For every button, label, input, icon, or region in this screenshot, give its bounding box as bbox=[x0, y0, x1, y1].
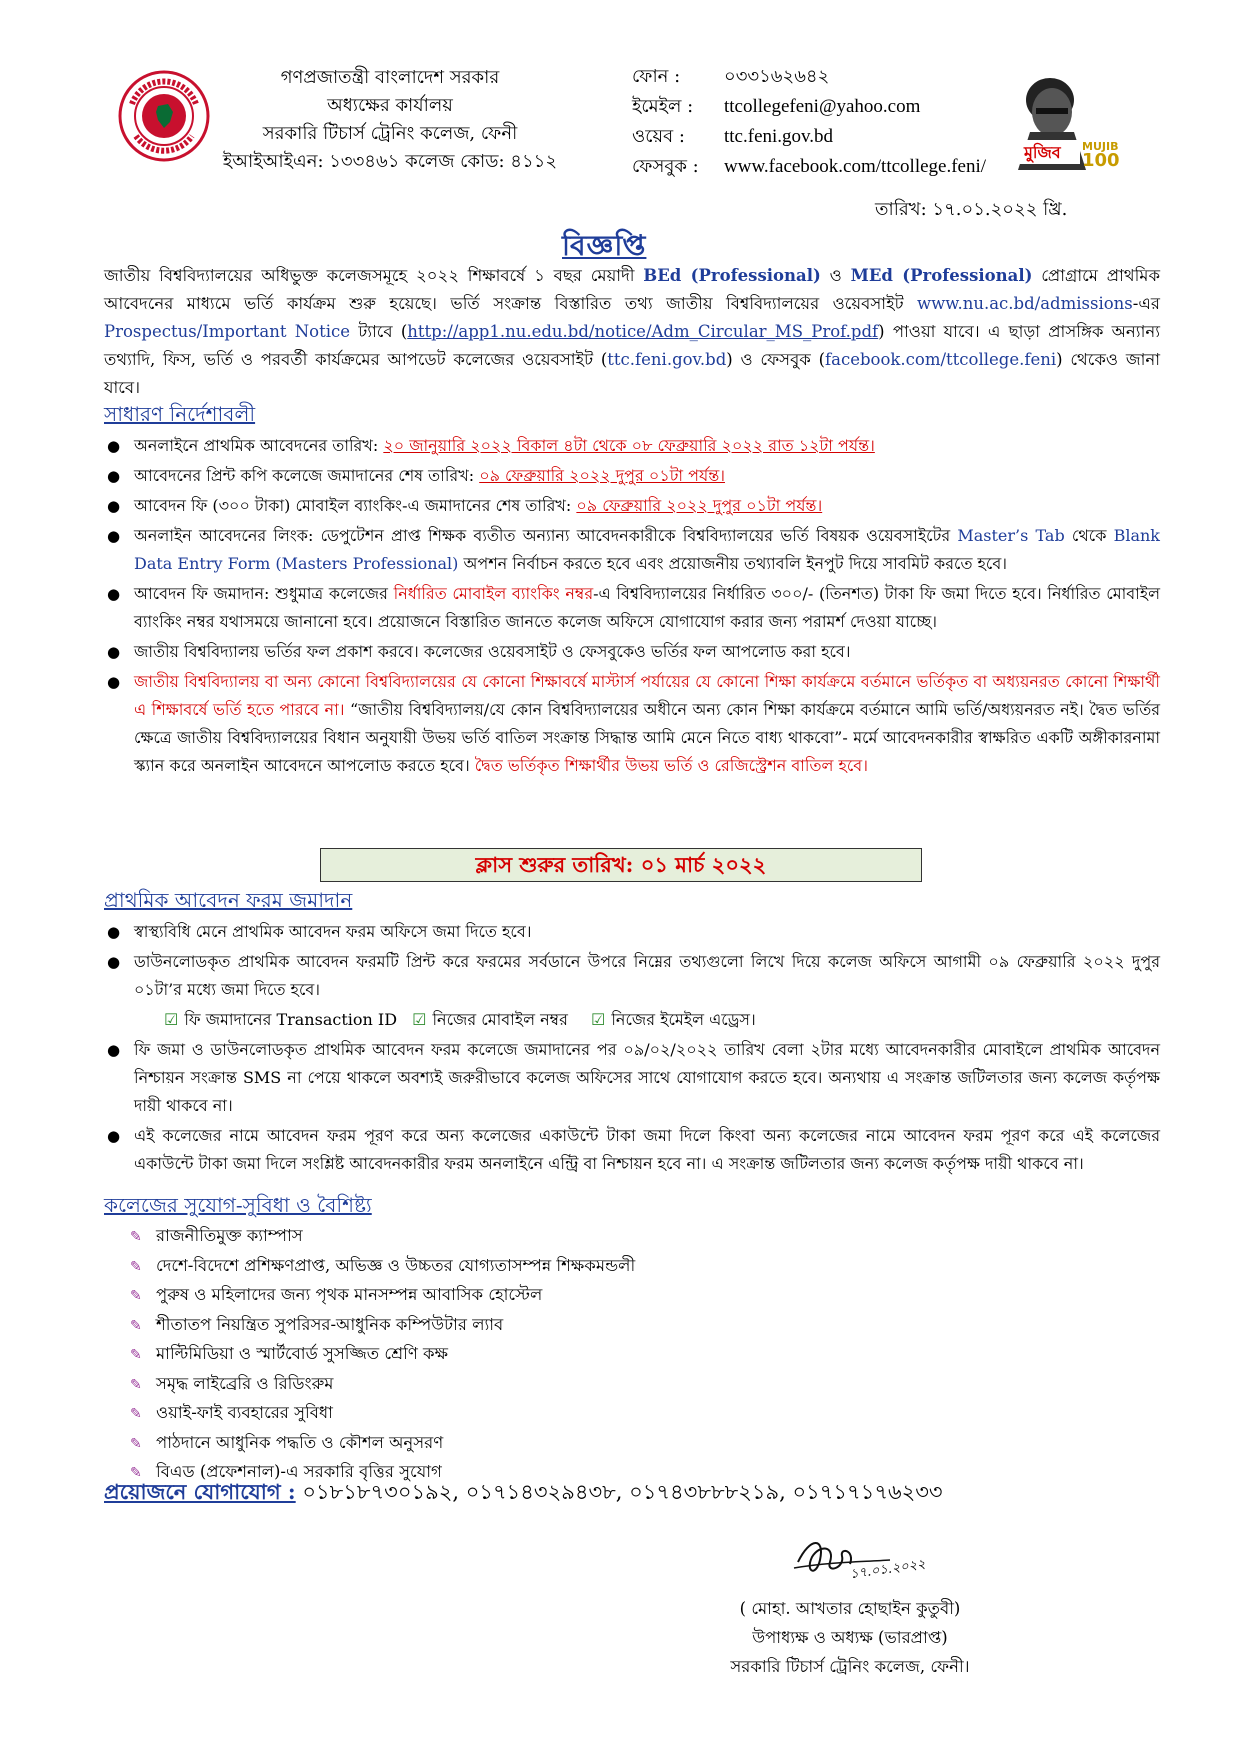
college-line: সরকারি টিচার্স ট্রেনিং কলেজ, ফেনী bbox=[262, 123, 518, 144]
general-instructions-heading: সাধারণ নির্দেশাবলী bbox=[104, 402, 256, 426]
check-item: নিজের ইমেইল এড্রেস। bbox=[611, 1010, 756, 1029]
intro-text-6: ) থেকেও জানা যাবে। bbox=[104, 350, 1161, 397]
list-item: ✎ মাল্টিমিডিয়া ও স্মার্টবোর্ড সুসজ্জিত শ্রেণি কক্ষ bbox=[130, 1340, 1030, 1370]
web-value[interactable]: ttc.feni.gov.bd bbox=[724, 126, 834, 147]
contact-label: প্রয়োজনে যোগাযোগ : bbox=[104, 1479, 296, 1504]
svg-text:MUJIB: MUJIB bbox=[1082, 140, 1119, 153]
pen-icon: ✎ bbox=[130, 1347, 142, 1363]
intro-text-2: প্রোগ্রামে প্রাথমিক আবেদনের মাধ্যমে ভর্তি কার্যক্রম শুরু হয়েছে। ভর্তি সংক্রান্ত বিস্তারিত তথ্য জাতীয় বিশ্ববিদ্যালয়ের ওয়েবসাইট bbox=[104, 266, 1161, 313]
ids-line: ইআইআইএন: ১৩৩৪৬১ কলেজ কোড: ৪১১২ bbox=[222, 151, 558, 172]
check-icon: ☑ bbox=[412, 1010, 427, 1029]
med-program: MEd (Professional) bbox=[850, 266, 1033, 285]
pen-icon: ✎ bbox=[130, 1258, 142, 1275]
list-item: ✎ সমৃদ্ধ লাইব্রেরি ও রিডিংরুম bbox=[130, 1370, 1030, 1400]
list-item: ● জাতীয় বিশ্ববিদ্যালয় ভর্তির ফল প্রকাশ করবে। কলেজের ওয়েবসাইট ও ফেসবুকেও ভর্তির ফল আপলোড করা হবে। bbox=[107, 642, 851, 661]
handwritten-signature bbox=[790, 1532, 940, 1592]
list-item: ✎ পাঠদানে আধুনিক পদ্ধতি ও কৌশল অনুসরণ bbox=[130, 1429, 1030, 1459]
list-item: ● জাতীয় বিশ্ববিদ্যালয় বা অন্য কোনো বিশ্ববিদ্যালয়ের যে কোনো শিক্ষাবর্ষে মাস্টার্স পর্যায়ের যে কোনো শিক্ষা কার্যক্রমে বর্তমানে ভর্তিকৃত বা অধ্যয়নরত কোনো শিক্ষার্থী এ শিক্ষাবর্ষে ভর্তি হতে পারবে না। “জাতীয় বিশ্ববিদ্যালয়/যে কোন বিশ্ববিদ্যালয়ের অধীনে অন্য কোন শিক্ষা কার্যক্রমে বর্তমানে আমি ভর্তি/অধ্যয়নরত নই। দ্বৈত ভর্তির ক্ষেত্রে জাতীয় বিশ্ববিদ্যালয়ের বিধান অনুযায়ী উভয় ভর্তি বাতিল সংক্রান্ত সিদ্ধান্ত আমি মেনে নিতে বাধ্য থাকবো”- মর্মে আবেদনকারীর স্বাক্ষরিত একটি অঙ্গীকারনামা স্ক্যান করে অনলাইন আবেদনে আপলোড করতে হবে। দ্বৈত ভর্তিকৃত শিক্ষার্থীর উভয় ভর্তি ও রেজিস্ট্রেশন বাতিল হবে। bbox=[107, 672, 1161, 775]
phone-label: ফোন : bbox=[632, 66, 681, 87]
list-item: ✎ রাজনীতিমুক্ত ক্যাম্পাস bbox=[130, 1222, 1030, 1252]
pen-icon: ✎ bbox=[130, 1288, 142, 1304]
college-facebook-link[interactable]: facebook.com/ttcollege.feni bbox=[825, 350, 1057, 369]
header-contact-block bbox=[632, 62, 986, 182]
web-label: ওয়েব : bbox=[632, 126, 685, 147]
intro-and: ও bbox=[820, 266, 851, 285]
bed-program: BEd (Professional) bbox=[643, 266, 821, 285]
signature-date: ১৭.০১.২০২২ bbox=[849, 1556, 927, 1583]
list-item: ✎ ওয়াই-ফাই ব্যবহারের সুবিধা bbox=[130, 1399, 1030, 1429]
check-icon: ☑ bbox=[591, 1010, 606, 1029]
check-icon: ☑ bbox=[164, 1010, 179, 1029]
checklist-row bbox=[104, 1006, 1160, 1034]
list-item: ✎ দেশে-বিদেশে প্রশিক্ষণপ্রাপ্ত, অভিজ্ঞ ও উচ্চতর যোগ্যতাসম্পন্ন শিক্ষকমন্ডলী bbox=[130, 1252, 1030, 1282]
submission-heading: প্রাথমিক আবেদন ফরম জমাদান bbox=[104, 888, 353, 912]
phone-value: ০৩৩১৬২৬৪২ bbox=[724, 66, 830, 87]
contact-numbers: ০১৮১৮৭৩০১৯২, ০১৭১৪৩২৯৪৩৮, ০১৭৪৩৮৮৮২১৯, ০১৭১৭১৭৬২৩৩ bbox=[302, 1480, 943, 1504]
signatory-college: সরকারি টিচার্স ট্রেনিং কলেজ, ফেনী। bbox=[730, 1657, 970, 1676]
list-item: ✎ শীতাতপ নিয়ন্ত্রিত সুপরিসর-আধুনিক কম্পিউটার ল্যাব bbox=[130, 1311, 1030, 1341]
notice-title: বিজ্ঞপ্তি bbox=[562, 229, 647, 262]
signatory-block bbox=[700, 1594, 1000, 1681]
prospectus-tab-name: Prospectus/Important Notice bbox=[104, 322, 351, 341]
college-web-link[interactable]: ttc.feni.gov.bd bbox=[607, 350, 727, 369]
submission-list bbox=[104, 918, 1160, 1180]
list-item: ● আবেদন ফি জমাদান: শুধুমাত্র কলেজের নির্ধারিত মোবাইল ব্যাংকিং নম্বর-এ বিশ্ববিদ্যালয়ের নির্ধারিত ৩০০/- (তিনশত) টাকা ফি জমা দিতে হবে। নির্ধারিত মোবাইল ব্যাংকিং নম্বর যথাসময়ে জানানো হবে। প্রয়োজনে বিস্তারিত জানতে কলেজ অফিসে যোগাযোগ করার জন্য পরামর্শ দেওয়া যাচ্ছে। bbox=[107, 584, 1161, 631]
general-instructions-list bbox=[104, 432, 1160, 782]
pen-icon: ✎ bbox=[130, 1317, 142, 1334]
check-item: নিজের মোবাইল নম্বর bbox=[432, 1010, 568, 1029]
list-item: ● অনলাইনে প্রাথমিক আবেদনের তারিখ: ২০ জানুয়ারি ২০২২ বিকাল ৪টা থেকে ০৮ ফেব্রুয়ারি ২০২২ রাত ১২টা পর্যন্ত। bbox=[107, 436, 875, 455]
signatory-name: ( মোহা. আখতার হোছাইন কুতুবী) bbox=[739, 1599, 961, 1618]
facebook-label: ফেসবুক : bbox=[632, 156, 699, 177]
list-item: ● স্বাস্থ্যবিধি মেনে প্রাথমিক আবেদন ফরম অফিসে জমা দিতে হবে। bbox=[107, 922, 532, 941]
pen-icon: ✎ bbox=[130, 1376, 142, 1393]
class-start-banner: ক্লাস শুরুর তারিখ: ০১ মার্চ ২০২২ bbox=[320, 848, 922, 882]
intro-paragraph bbox=[104, 262, 1160, 402]
office-line: অধ্যক্ষের কার্যালয় bbox=[327, 95, 453, 116]
svg-text:100: 100 bbox=[1082, 150, 1120, 170]
list-item: ● আবেদনের প্রিন্ট কপি কলেজে জমাদানের শেষ তারিখ: ০৯ ফেব্রুয়ারি ২০২২ দুপুর ০১টা পর্যন্ত। bbox=[107, 466, 725, 485]
government-seal-logo bbox=[118, 70, 210, 162]
intro-text-1: জাতীয় বিশ্ববিদ্যালয়ের অধিভুক্ত কলেজসমূহে ২০২২ শিক্ষাবর্ষে ১ বছর মেয়াদী bbox=[104, 266, 644, 285]
contact-line bbox=[104, 1476, 943, 1511]
list-item: ✎ বিএড (প্রফেশনাল)-এ সরকারি বৃত্তির সুযোগ bbox=[130, 1458, 1030, 1488]
intro-text-4: ) পাওয়া যাবে। এ ছাড়া প্রাসঙ্গিক অন্যান্য তথ্যাদি, ফিস, ভর্তি ও পরবর্তী কার্যক্রমের আপডেট কলেজের ওয়েবসাইট ( bbox=[104, 322, 1160, 369]
signatory-title: উপাধ্যক্ষ ও অধ্যক্ষ (ভারপ্রাপ্ত) bbox=[752, 1628, 948, 1647]
list-item: ✎ পুরুষ ও মহিলাদের জন্য পৃথক মানসম্পন্ন আবাসিক হোস্টেল bbox=[130, 1281, 1030, 1311]
facilities-heading: কলেজের সুযোগ-সুবিধা ও বৈশিষ্ট্য bbox=[104, 1193, 372, 1217]
intro-text-5: ) ও ফেসবুক ( bbox=[726, 350, 826, 369]
intro-text-3: ট্যাবে ( bbox=[350, 322, 408, 341]
list-item: ● ফি জমা ও ডাউনলোডকৃত প্রাথমিক আবেদন ফরম কলেজে জমাদানের পর ০৯/০২/২০২২ তারিখ বেলা ২টার মধ্যে আবেদনকারীর মোবাইলে প্রাথমিক আবেদন নিশ্চায়ন সংক্রান্ত SMS না পেয়ে থাকলে অবশ্যই জরুরীভাবে কলেজ অফিসের সাথে যোগাযোগ করতে হবে। অন্যথায় এ সংক্রান্ত জটিলতার জন্য কলেজ কর্তৃপক্ষ দায়ী থাকবে না। bbox=[107, 1040, 1160, 1115]
header-org-block bbox=[215, 64, 565, 176]
notice-date: তারিখ: ১৭.০১.২০২২ খ্রি. bbox=[875, 199, 1068, 220]
facilities-list bbox=[130, 1222, 1030, 1488]
nu-admissions-link[interactable]: www.nu.ac.bd/admissions bbox=[917, 294, 1133, 313]
email-value[interactable]: ttcollegefeni@yahoo.com bbox=[724, 96, 921, 117]
pen-icon: ✎ bbox=[130, 1229, 142, 1245]
email-label: ইমেইল : bbox=[632, 96, 694, 117]
facebook-value[interactable]: www.facebook.com/ttcollege.feni/ bbox=[724, 156, 987, 177]
gov-line: গণপ্রজাতন্ত্রী বাংলাদেশ সরকার bbox=[280, 67, 500, 88]
check-item: ফি জমাদানের Transaction ID bbox=[184, 1010, 398, 1029]
svg-text:মুজিব: মুজিব bbox=[1024, 143, 1061, 162]
mujib-100-logo bbox=[1010, 70, 1120, 170]
list-item: ● ডাউনলোডকৃত প্রাথমিক আবেদন ফরমটি প্রিন্ট করে ফরমের সর্বডানে উপরে নিম্নের তথ্যগুলো লিখে দিয়ে কলেজ অফিসে আগামী ০৯ ফেব্রুয়ারি ২০২২ দুপুর ০১টা’র মধ্যে জমা দিতে হবে। bbox=[107, 952, 1160, 999]
circular-pdf-link[interactable]: http://app1.nu.edu.bd/notice/Adm_Circular_MS_Prof.pdf bbox=[407, 322, 879, 341]
pen-icon: ✎ bbox=[130, 1406, 142, 1422]
list-item: ● আবেদন ফি (৩০০ টাকা) মোবাইল ব্যাংকিং-এ জমাদানের শেষ তারিখ: ০৯ ফেব্রুয়ারি ২০২২ দুপুর ০১টা পর্যন্ত। bbox=[107, 496, 823, 515]
pen-icon: ✎ bbox=[130, 1435, 142, 1452]
pen-icon: ✎ bbox=[130, 1465, 142, 1481]
intro-text-er: -এর bbox=[1132, 294, 1160, 313]
list-item: ● অনলাইন আবেদনের লিংক: ডেপুটেশন প্রাপ্ত শিক্ষক ব্যতীত অন্যান্য আবেদনকারীকে বিশ্ববিদ্যালয়ের ভর্তি বিষয়ক ওয়েবসাইটের Master’s Tab থেকে Blank Data Entry Form (Masters Professional) অপশন নির্বাচন করতে হবে এবং প্রয়োজনীয় তথ্যাবলি ইনপুট দিয়ে সাবমিট করতে হবে। bbox=[107, 526, 1160, 573]
list-item: ● এই কলেজের নামে আবেদন ফরম পূরণ করে অন্য কলেজের একাউন্টে টাকা জমা দিলে কিংবা অন্য কলেজের নামে আবেদন ফরম পূরণ করে এই কলেজের একাউন্টে টাকা জমা দিলে সংশ্লিষ্ট আবেদনকারীর ফরম অনলাইনে এন্ট্রি বা নিশ্চায়ন হবে না। এ সংক্রান্ত জটিলতার জন্য কলেজ কর্তৃপক্ষ দায়ী থাকবে না। bbox=[107, 1126, 1160, 1173]
